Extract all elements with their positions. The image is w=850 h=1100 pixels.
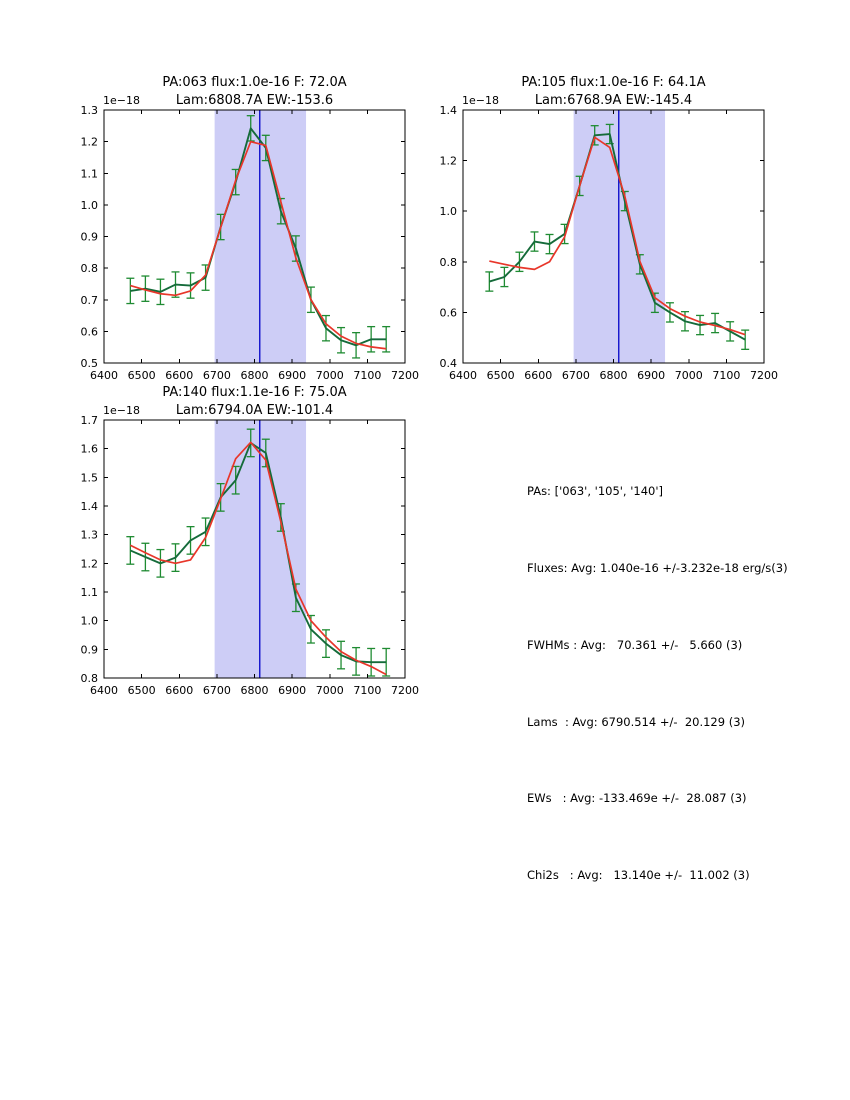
y-offset-label: 1e−18 xyxy=(462,94,499,107)
plot-subtitle: Lam:6794.0A EW:-101.4 xyxy=(175,403,334,418)
x-tick-label: 7200 xyxy=(391,369,419,382)
x-tick-label: 6600 xyxy=(165,369,194,382)
x-tick-label: 6900 xyxy=(278,369,307,382)
y-tick-label: 1.4 xyxy=(439,104,457,117)
y-tick-label: 1.3 xyxy=(80,104,98,117)
y-tick-label: 0.8 xyxy=(439,255,457,269)
y-tick-label: 1.5 xyxy=(80,471,98,485)
y-tick-label: 0.4 xyxy=(439,357,457,370)
stats-line-ews: EWs : Avg: -133.469e +/- 28.087 (3) xyxy=(527,791,747,806)
x-tick-label: 6800 xyxy=(240,684,269,697)
y-tick-label: 0.9 xyxy=(80,230,98,244)
y-tick-label: 1.2 xyxy=(80,557,98,571)
plot-pa140 xyxy=(81,385,420,697)
x-tick-label: 6900 xyxy=(278,684,307,697)
y-tick-label: 1.1 xyxy=(80,167,98,181)
stats-panel xyxy=(527,428,788,940)
y-tick-label: 1.4 xyxy=(80,500,98,513)
x-tick-label: 6700 xyxy=(202,369,231,382)
x-tick-label: 6500 xyxy=(486,369,515,382)
x-tick-label: 6500 xyxy=(127,684,156,697)
x-tick-label: 6800 xyxy=(599,369,628,382)
stats-line-fwhms: FWHMs : Avg: 70.361 +/- 5.660 (3) xyxy=(527,637,743,652)
y-tick-label: 1.1 xyxy=(80,586,98,599)
y-tick-label: 1.2 xyxy=(80,135,98,149)
y-tick-label: 0.7 xyxy=(80,293,98,307)
y-offset-label: 1e−18 xyxy=(103,94,140,107)
stats-line-pas: PAs: ['063', '105', '140'] xyxy=(527,484,664,499)
x-tick-label: 6400 xyxy=(90,684,118,697)
x-tick-label: 7200 xyxy=(750,369,778,382)
x-tick-label: 6700 xyxy=(561,369,590,382)
y-tick-label: 1.2 xyxy=(439,154,457,168)
y-tick-label: 0.6 xyxy=(80,325,98,339)
x-tick-label: 6600 xyxy=(524,369,553,382)
x-tick-label: 6800 xyxy=(240,369,269,382)
y-tick-label: 0.9 xyxy=(80,643,98,657)
x-tick-label: 7000 xyxy=(674,369,703,382)
y-offset-label: 1e−18 xyxy=(103,404,140,417)
y-tick-label: 0.8 xyxy=(80,672,98,685)
y-tick-label: 0.6 xyxy=(439,306,457,320)
y-tick-label: 1.0 xyxy=(80,614,98,628)
x-tick-label: 6400 xyxy=(449,369,477,382)
stats-line-lams: Lams : Avg: 6790.514 +/- 20.129 (3) xyxy=(527,714,746,729)
y-tick-label: 1.6 xyxy=(80,442,98,456)
plot-title: PA:105 flux:1.0e-16 F: 64.1A xyxy=(521,75,706,90)
x-tick-label: 7100 xyxy=(353,369,382,382)
x-tick-label: 7000 xyxy=(315,369,344,382)
y-tick-label: 1.0 xyxy=(80,198,98,212)
y-tick-label: 1.0 xyxy=(439,205,457,219)
x-tick-label: 6600 xyxy=(165,684,194,697)
y-tick-label: 0.5 xyxy=(80,357,98,370)
x-tick-label: 7200 xyxy=(391,684,419,697)
x-tick-label: 7000 xyxy=(315,684,344,697)
plot-subtitle: Lam:6768.9A EW:-145.4 xyxy=(534,93,693,108)
x-tick-label: 6400 xyxy=(90,369,118,382)
x-tick-label: 6500 xyxy=(127,369,156,382)
y-tick-label: 0.8 xyxy=(80,262,98,276)
stats-line-chi2s: Chi2s : Avg: 13.140e +/- 11.002 (3) xyxy=(527,868,750,883)
plot-pa105 xyxy=(440,75,779,382)
plot-pa063 xyxy=(81,75,420,382)
y-tick-label: 1.3 xyxy=(80,528,98,542)
y-tick-label: 1.7 xyxy=(80,414,98,427)
stats-line-fluxes: Fluxes: Avg: 1.040e-16 +/-3.232e-18 erg/s(3) xyxy=(527,560,788,575)
plot-title: PA:140 flux:1.1e-16 F: 75.0A xyxy=(162,385,347,400)
x-tick-label: 7100 xyxy=(712,369,741,382)
x-tick-label: 6900 xyxy=(637,369,666,382)
x-tick-label: 6700 xyxy=(202,684,231,697)
plot-title: PA:063 flux:1.0e-16 F: 72.0A xyxy=(162,75,347,90)
x-tick-label: 7100 xyxy=(353,684,382,697)
plot-subtitle: Lam:6808.7A EW:-153.6 xyxy=(175,93,334,108)
